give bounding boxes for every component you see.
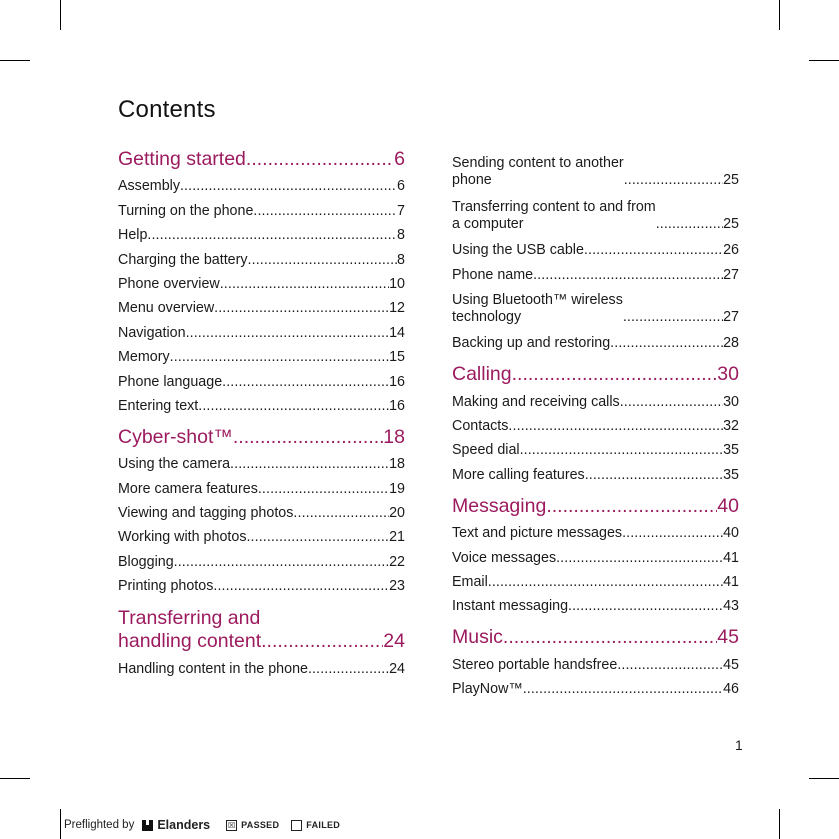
entry-title: Using the USB cable — [452, 242, 584, 259]
crop-mark-bottom-right — [779, 809, 780, 839]
page-ref: 28 — [723, 335, 739, 352]
toc-entry[interactable] — [118, 293, 405, 317]
page-ref: 8 — [397, 227, 405, 244]
dot-leader — [214, 300, 389, 317]
entry-title: Entering text — [118, 397, 199, 414]
toc-entry[interactable] — [118, 171, 405, 195]
entry-title: Printing photos — [118, 578, 214, 595]
dot-leader — [253, 203, 397, 220]
entry-title: Voice messages — [452, 549, 557, 566]
page-ref: 22 — [389, 553, 405, 570]
toc-entry[interactable] — [452, 147, 739, 189]
dot-leader — [220, 276, 389, 293]
toc-entry[interactable] — [452, 518, 739, 542]
dot-leader — [248, 252, 398, 269]
dot-leader — [246, 148, 394, 171]
crop-mark-top-right — [779, 0, 780, 30]
dot-leader — [556, 550, 723, 567]
entry-title: Instant messaging — [452, 598, 569, 615]
toc-section-heading[interactable] — [118, 415, 405, 449]
dot-leader — [293, 505, 389, 522]
toc-entry[interactable] — [452, 411, 739, 435]
section-title: Music — [452, 626, 503, 649]
dot-leader — [508, 418, 723, 435]
entry-title: Memory — [118, 349, 170, 366]
page-ref: 7 — [397, 202, 405, 219]
toc-entry[interactable] — [452, 191, 739, 233]
toc-right-column — [452, 147, 739, 698]
entry-title: Contacts — [452, 417, 509, 434]
dot-leader — [246, 529, 389, 546]
page-ref: 20 — [389, 505, 405, 522]
dot-leader — [624, 172, 723, 189]
toc-entry[interactable] — [118, 195, 405, 219]
entry-title: More calling features — [452, 466, 585, 483]
page-ref: 35 — [723, 442, 739, 459]
dot-leader — [233, 426, 383, 449]
section-title: Transferring and handling content — [118, 607, 262, 653]
preflight-stamp — [64, 816, 340, 834]
failed-label: FAILED — [306, 820, 341, 830]
dot-leader — [308, 661, 389, 678]
page-ref: 25 — [723, 216, 739, 232]
toc-section-heading[interactable] — [452, 615, 739, 649]
page-number: 1 — [735, 737, 743, 753]
toc-entry[interactable] — [452, 328, 739, 352]
entry-title: Handling content in the phone — [118, 660, 308, 677]
entry-title: Turning on the phone — [118, 202, 254, 219]
dot-leader — [546, 495, 717, 518]
crop-mark-right-bottom — [809, 778, 839, 779]
dot-leader — [584, 242, 723, 259]
dot-leader — [623, 309, 723, 326]
page-ref: 32 — [723, 417, 739, 434]
dot-leader — [174, 554, 389, 571]
page-ref: 30 — [723, 393, 739, 410]
entry-title: Speed dial — [452, 442, 520, 459]
toc-entry[interactable] — [118, 244, 405, 268]
entry-title: Charging the battery — [118, 251, 248, 268]
failed-checkbox-icon — [291, 820, 302, 831]
page-ref: 16 — [389, 397, 405, 414]
toc-entry[interactable] — [452, 674, 739, 698]
entry-title: Making and receiving calls — [452, 393, 620, 410]
dot-leader — [186, 325, 390, 342]
dot-leader — [503, 626, 717, 649]
page-ref: 23 — [389, 578, 405, 595]
entry-title: Sending content to another phone — [452, 155, 624, 188]
dot-leader — [230, 456, 389, 473]
toc-entry[interactable] — [118, 366, 405, 390]
dot-leader — [258, 481, 389, 498]
entry-title: Assembly — [118, 178, 180, 195]
page-title: Contents — [118, 96, 216, 123]
page-ref: 8 — [397, 251, 405, 268]
page-ref: 45 — [717, 626, 739, 649]
dot-leader — [147, 227, 397, 244]
page-ref: 25 — [723, 172, 739, 188]
toc-entry[interactable] — [452, 435, 739, 459]
entry-title: Phone name — [452, 266, 534, 283]
toc-entry[interactable] — [118, 522, 405, 546]
toc-entry[interactable] — [452, 459, 739, 483]
page-ref: 41 — [723, 549, 739, 566]
toc-entry[interactable] — [118, 269, 405, 293]
dot-leader — [523, 681, 723, 698]
dot-leader — [622, 525, 723, 542]
dot-leader — [170, 349, 389, 366]
page-ref: 35 — [723, 466, 739, 483]
page-ref: 40 — [717, 494, 739, 517]
crop-mark-left-bottom — [0, 778, 30, 779]
page-ref: 40 — [723, 525, 739, 542]
toc-entry[interactable] — [118, 317, 405, 341]
toc-left-column — [118, 147, 405, 678]
section-title: Cyber-shot™ — [118, 425, 233, 448]
dot-leader — [222, 374, 389, 391]
crop-mark-right-top — [809, 60, 839, 61]
elanders-logo-icon — [142, 820, 153, 831]
page-ref: 30 — [717, 363, 739, 386]
entry-title: Working with photos — [118, 529, 247, 546]
page-ref: 45 — [723, 656, 739, 673]
elanders-logo — [142, 818, 210, 832]
page-ref: 26 — [723, 242, 739, 259]
page-ref: 19 — [389, 480, 405, 497]
section-title: Getting started — [118, 148, 246, 170]
toc-entry[interactable] — [118, 653, 405, 677]
crop-mark-top-left — [60, 0, 61, 30]
toc-entry[interactable] — [452, 259, 739, 283]
passed-label: PASSED — [241, 820, 280, 830]
page-ref: 41 — [723, 573, 739, 590]
dot-leader — [512, 363, 718, 386]
toc-entry[interactable] — [452, 649, 739, 673]
toc-section-heading[interactable] — [452, 484, 739, 518]
dot-leader — [656, 216, 723, 233]
page-ref: 43 — [723, 598, 739, 615]
dot-leader — [198, 398, 389, 415]
toc-entry[interactable] — [118, 571, 405, 595]
entry-title: Text and picture messages — [452, 525, 623, 542]
page-ref: 24 — [389, 660, 405, 677]
toc-section-heading[interactable] — [452, 352, 739, 386]
entry-title: More camera features — [118, 480, 258, 497]
preflight-prefix: Preflighted by — [64, 819, 135, 831]
crop-mark-left-top — [0, 60, 30, 61]
page-ref: 18 — [383, 425, 405, 448]
entry-title: Phone language — [118, 373, 223, 390]
entry-title: Email — [452, 573, 488, 590]
toc-entry[interactable] — [118, 391, 405, 415]
page-ref: 21 — [389, 529, 405, 546]
entry-title: Using Bluetooth™ wireless technology — [452, 291, 623, 325]
elanders-brand: Elanders — [157, 818, 211, 832]
page-ref: 14 — [389, 324, 405, 341]
page-ref: 18 — [389, 456, 405, 473]
dot-leader — [180, 178, 397, 195]
entry-title: Viewing and tagging photos — [118, 505, 294, 522]
dot-leader — [488, 574, 723, 591]
toc-entry[interactable] — [452, 591, 739, 615]
dot-leader — [610, 335, 723, 352]
dot-leader — [617, 657, 723, 674]
page-ref: 27 — [723, 266, 739, 283]
entry-title: Blogging — [118, 553, 174, 570]
section-title: Calling — [452, 363, 512, 386]
toc-entry[interactable] — [118, 220, 405, 244]
dot-leader — [261, 630, 383, 653]
entry-title: Help — [118, 227, 148, 244]
toc-entry[interactable] — [452, 567, 739, 591]
entry-title: Navigation — [118, 324, 186, 341]
entry-title: Phone overview — [118, 275, 220, 292]
dot-leader — [213, 578, 389, 595]
dot-leader — [520, 442, 724, 459]
page-ref: 15 — [389, 349, 405, 366]
dot-leader — [620, 394, 723, 411]
page-ref: 6 — [394, 148, 405, 170]
toc-section-heading[interactable] — [118, 147, 405, 171]
entry-title: Transferring content to and from a computer — [452, 199, 656, 232]
section-title: Messaging — [452, 494, 547, 517]
page-ref: 12 — [389, 300, 405, 317]
passed-checkbox-icon: ☒ — [228, 820, 236, 830]
toc-entry[interactable] — [452, 542, 739, 566]
dot-leader — [585, 467, 723, 484]
toc-entry[interactable] — [118, 498, 405, 522]
page-ref: 16 — [389, 373, 405, 390]
toc-entry[interactable] — [452, 386, 739, 410]
toc-section-heading[interactable] — [118, 595, 405, 653]
page-ref: 27 — [723, 308, 739, 325]
toc-entry[interactable] — [452, 284, 739, 326]
toc-entry[interactable] — [452, 235, 739, 259]
entry-title: PlayNow™ — [452, 681, 523, 698]
entry-title: Using the camera — [118, 456, 231, 473]
toc-entry[interactable] — [118, 546, 405, 570]
dot-leader — [568, 598, 723, 615]
crop-mark-bottom-left — [60, 809, 61, 839]
page-ref: 24 — [383, 630, 405, 653]
entry-title: Backing up and restoring — [452, 335, 611, 352]
page-ref: 46 — [723, 681, 739, 698]
toc-entry[interactable] — [118, 473, 405, 497]
entry-title: Stereo portable handsfree — [452, 656, 618, 673]
toc-entry[interactable] — [118, 449, 405, 473]
page-ref: 10 — [389, 275, 405, 292]
entry-title: Menu overview — [118, 300, 215, 317]
page-ref: 6 — [397, 178, 405, 195]
dot-leader — [533, 267, 723, 284]
toc-entry[interactable] — [118, 342, 405, 366]
